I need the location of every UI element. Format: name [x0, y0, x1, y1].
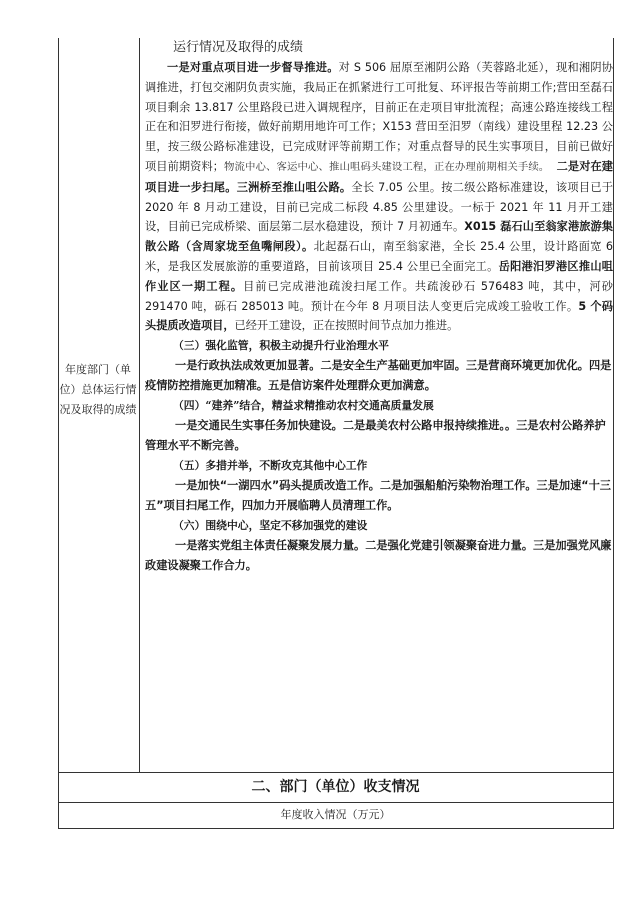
section-heading: （五）多措并举，不断攻克其他中心工作: [173, 459, 368, 473]
body-text: 已经开工建设，正在按照时间节点加力推进。: [234, 319, 459, 333]
emphasis-text: 5 个码头提质改造项目，: [145, 299, 613, 333]
table-border-bottom: [58, 828, 614, 829]
emphasis-text: X015 磊石山至翁家港旅游集散公路（含周家垅至鱼嘴闸段）。: [145, 220, 613, 254]
row-content: [145, 38, 613, 576]
section-body: 一是行政执法成效更加显著。二是安全生产基础更加牢固。三是营商环境更加优化。四是疫情防控措施更加精准。五是信访案件处理群众更加满意。: [145, 359, 612, 393]
row-label: 年度部门（单位）总体运行情况及取得的成绩: [59, 363, 137, 416]
body-text: 全长 7.05 公里。按二级公路标准建设，该项目已于 2020 年 8 月动工建设，目前已完成二标段 4.85 公里建设。一标于 2021 年 11 月开工建设，目前已完成桥梁、面层第二层水稳建设，预计 7 月初通车。: [145, 180, 613, 234]
section-body: 一是落实党组主体责任凝聚发展力量。二是强化党建引领凝聚奋进力量。三是加强党风廉政建设凝聚工作合力。: [145, 539, 612, 573]
content-title: 运行情况及取得的成绩: [173, 40, 304, 55]
body-text: 物流中心、客运中心、推山咀码头建设工程，正在办理前期相关手续。: [223, 160, 550, 173]
section-heading: （六）围绕中心，坚定不移加强党的建设: [173, 519, 368, 533]
table-border-left: [58, 38, 59, 828]
body-text: 目前已完成港池疏浚扫尾工作。共疏浚砂石 576483 吨，其中，河砂 291470 吨，砾石 285013 吨。预计在今年 8 月项目法人变更后完成竣工验收工作。: [145, 279, 613, 313]
section-body: 一是加快“一湖四水”码头提质改造工作。二是加强船舶污染物治理工作。三是加速“十三五”项目扫尾工作，四加力开展临聘人员清理工作。: [145, 479, 611, 513]
section-title: 二、部门（单位）收支情况: [251, 779, 420, 795]
table-border-divider: [139, 38, 140, 772]
section-body: 一是交通民生实事任务加快建设。二是最美农村公路申报持续推进。。三是农村公路养护管理水平不断完善。: [145, 419, 606, 453]
section-heading: （三）强化监管，积极主动提升行业治理水平: [173, 339, 389, 353]
section-heading: （四）“建养”结合，精益求精推动农村交通高质量发展: [173, 399, 434, 413]
body-text: 对 S 506 屈原至湘阴公路（芙蓉路北延），现和湘阴协调推进，打包交湘阴负责实施，我局正在抓紧进行工可批复、环评报告等前期工作;营田至磊石项目剩余 13.817 公里路段已进入调规程序，目前正在走项目审批流程；高速公路连接线工程正在和汨罗进行衔接，做好前期用地许可工作；X153 营田至汨罗（南线）建设里程 12.23 公里，按三级公路标准建设，已完成财评等前期工作；对重点督导的民生实事项目，目前已做好项目前期资料；: [145, 61, 613, 173]
emphasis-text: 一是对重点项目进一步督导推进。: [167, 61, 339, 74]
body-text: 北起磊石山，南至翁家港，全长 25.4 公里，设计路面宽 6 米，是我区发展旅游的重要道路，目前该项目 25.4 公里已全面完工。: [145, 240, 613, 273]
table-subheading: 年度收入情况（万元）: [280, 808, 391, 821]
table-border-right: [613, 38, 614, 828]
emphasis-text: 岳阳港汨罗港区推山咀作业区一期工程。: [145, 259, 613, 293]
emphasis-text: 二是对在建项目进一步扫尾。三洲桥至推山咀公路。: [145, 159, 613, 194]
paragraph-projects: [145, 58, 613, 336]
